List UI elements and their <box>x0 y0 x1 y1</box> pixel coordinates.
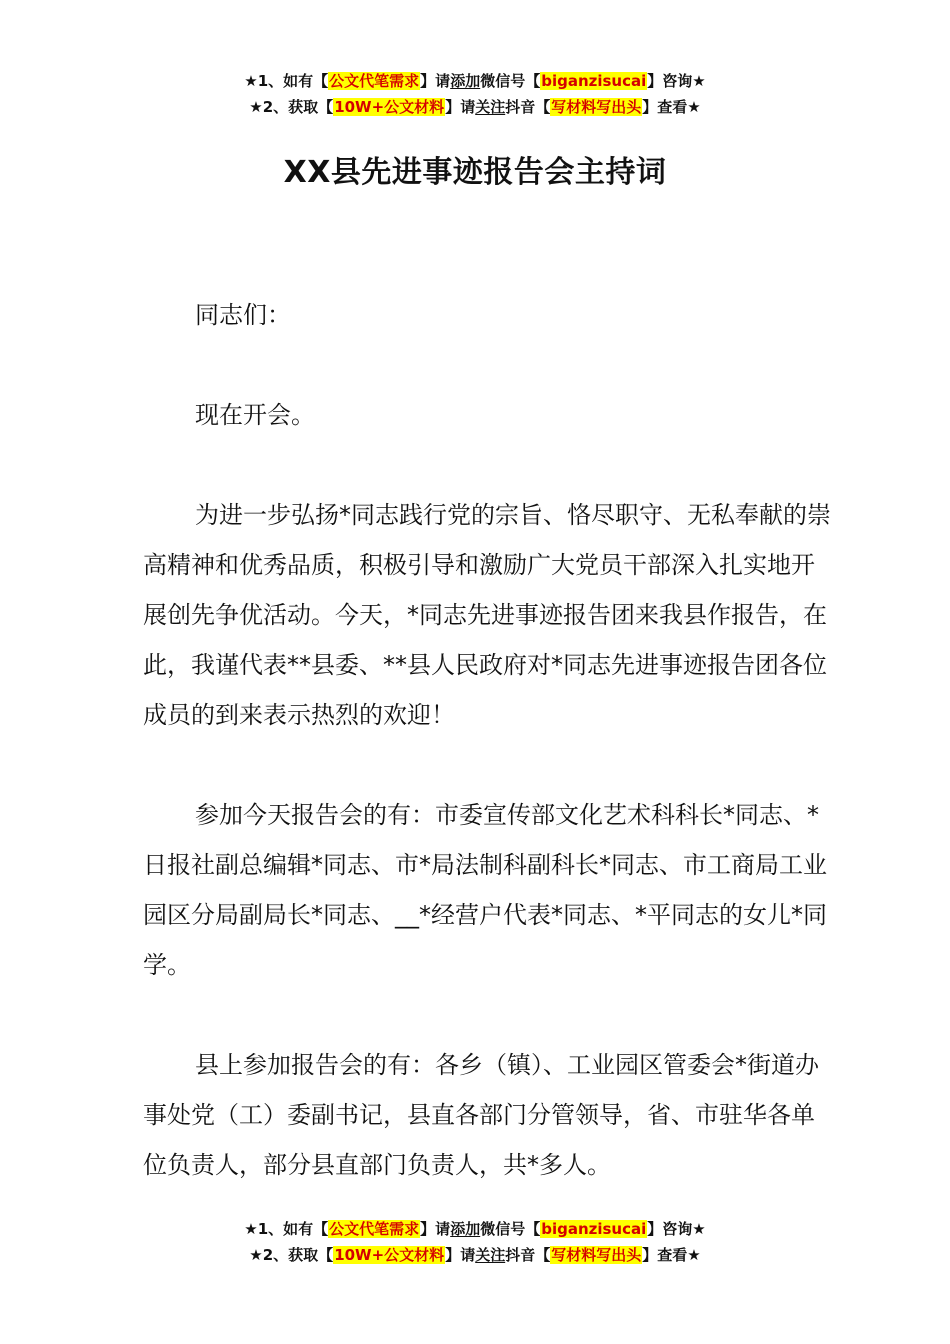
banner-underlined-text: 添加 <box>450 72 481 90</box>
banner-text: 】咨询★ <box>647 72 706 90</box>
banner-text: 】请 <box>420 1220 451 1238</box>
document-body <box>143 290 833 1240</box>
banner-text: 微信号【 <box>480 72 541 90</box>
banner-text: ★1、如有【 <box>244 72 329 90</box>
banner-text: 】请 <box>445 1246 476 1264</box>
banner-text: 】请 <box>420 72 451 90</box>
highlight-wechat-id: biganzisucai <box>541 72 647 90</box>
banner-text: ★1、如有【 <box>244 1220 329 1238</box>
banner-underlined-text: 关注 <box>475 98 506 116</box>
banner-text: 】请 <box>445 98 476 116</box>
header-banner <box>0 68 950 120</box>
banner-text: 抖音【 <box>505 98 551 116</box>
paragraph-attendees-city: 参加今天报告会的有：市委宣传部文化艺术科科长*同志、*日报社副总编辑*同志、市*局法制科副科长*同志、市工商局工业园区分局副局长*同志、__*经营户代表*同志、*平同志的女儿*同学。 <box>143 801 827 979</box>
paragraph-salutation: 同志们： <box>195 301 291 329</box>
document-title: XX县先进事迹报告会主持词 <box>283 155 667 190</box>
paragraph-opening: 现在开会。 <box>195 401 315 429</box>
paragraph-attendees-county: 县上参加报告会的有：各乡（镇）、工业园区管委会*街道办事处党（工）委副书记，县直各部门分管领导，省、市驻华各单位负责人，部分县直部门负责人，共*多人。 <box>143 1051 819 1179</box>
banner-text: ★2、获取【 <box>249 98 334 116</box>
banner-text: 抖音【 <box>505 1246 551 1264</box>
banner-line-2 <box>0 1242 950 1268</box>
banner-text: 】查看★ <box>642 1246 701 1264</box>
highlight-service: 公文代笔需求 <box>329 72 420 90</box>
highlight-materials: 10W+公文材料 <box>334 1246 445 1264</box>
banner-text: 】查看★ <box>642 98 701 116</box>
footer-banner <box>0 1216 950 1268</box>
highlight-douyin: 写材料写出头 <box>551 98 642 116</box>
banner-line-1 <box>0 68 950 94</box>
banner-text: ★2、获取【 <box>249 1246 334 1264</box>
banner-underlined-text: 添加 <box>450 1220 481 1238</box>
highlight-wechat-id: biganzisucai <box>541 1220 647 1238</box>
highlight-service: 公文代笔需求 <box>329 1220 420 1238</box>
banner-underlined-text: 关注 <box>475 1246 506 1264</box>
banner-line-2 <box>0 94 950 120</box>
paragraph-purpose: 为进一步弘扬*同志践行党的宗旨、恪尽职守、无私奉献的崇高精神和优秀品质，积极引导和激励广大党员干部深入扎实地开展创先争优活动。今天，*同志先进事迹报告团来我县作报告，在此，我谨代表**县委、**县人民政府对*同志先进事迹报告团各位成员的到来表示热烈的欢迎！ <box>143 501 831 729</box>
banner-text: 微信号【 <box>480 1220 541 1238</box>
banner-line-1 <box>0 1216 950 1242</box>
highlight-materials: 10W+公文材料 <box>334 98 445 116</box>
banner-text: 】咨询★ <box>647 1220 706 1238</box>
highlight-douyin: 写材料写出头 <box>551 1246 642 1264</box>
